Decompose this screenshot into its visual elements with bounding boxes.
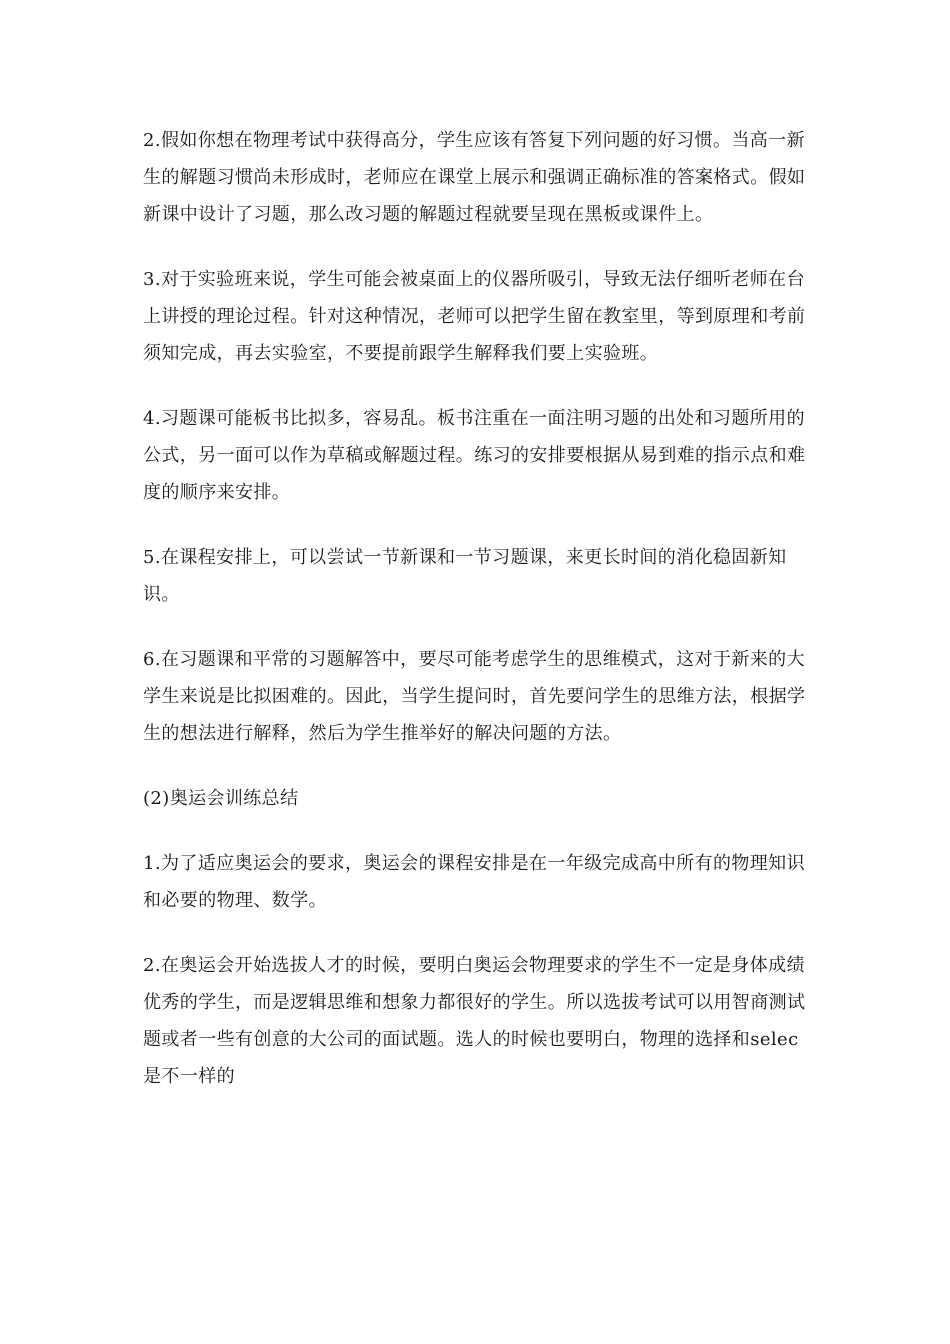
- paragraph-course-arrangement: 5.在课程安排上，可以尝试一节新课和一节习题课，来更长时间的消化稳固新知识。: [143, 547, 787, 605]
- paragraph-habits-answer-format: 2.假如你想在物理考试中获得高分，学生应该有答复下列问题的好习惯。当高一新生的解题习惯尚未形成时，老师应在课堂上展示和强调正确标准的答案格式。假如新课中设计了习题，那么改习题的解题过程就要呈现在黑板或课件上。: [143, 130, 806, 225]
- paragraph-blackboard-writing: 4.习题课可能板书比拟多，容易乱。板书注重在一面注明习题的出处和习题所用的公式，另一面可以作为草稿或解题过程。练习的安排要根据从易到难的指示点和难度的顺序来安排。: [143, 408, 806, 503]
- document-body: [143, 122, 813, 1123]
- paragraph-olympiad-selection: 2.在奥运会开始选拔人才的时候，要明白奥运会物理要求的学生不一定是身体成绩优秀的学生，而是逻辑思维和想象力都很好的学生。所以选拔考试可以用智商测试题或者一些有创意的大公司的面试题。选人的时候也要明白，物理的选择和selec是不一样的: [143, 955, 806, 1087]
- section-heading-olympiad-summary: (2)奥运会训练总结: [143, 788, 299, 809]
- paragraph-olympiad-curriculum: 1.为了适应奥运会的要求，奥运会的课程安排是在一年级完成高中所有的物理知识和必要的物理、数学。: [143, 853, 805, 911]
- paragraph-thinking-mode: 6.在习题课和平常的习题解答中，要尽可能考虑学生的思维模式，这对于新来的大学生来说是比拟困难的。因此，当学生提问时，首先要问学生的思维方法，根据学生的想法进行解释，然后为学生推举好的解决问题的方法。: [143, 649, 806, 744]
- paragraph-experimental-class: 3.对于实验班来说，学生可能会被桌面上的仪器所吸引，导致无法仔细听老师在台上讲授的理论过程。针对这种情况，老师可以把学生留在教室里，等到原理和考前须知完成，再去实验室，不要提前跟学生解释我们要上实验班。: [143, 269, 806, 364]
